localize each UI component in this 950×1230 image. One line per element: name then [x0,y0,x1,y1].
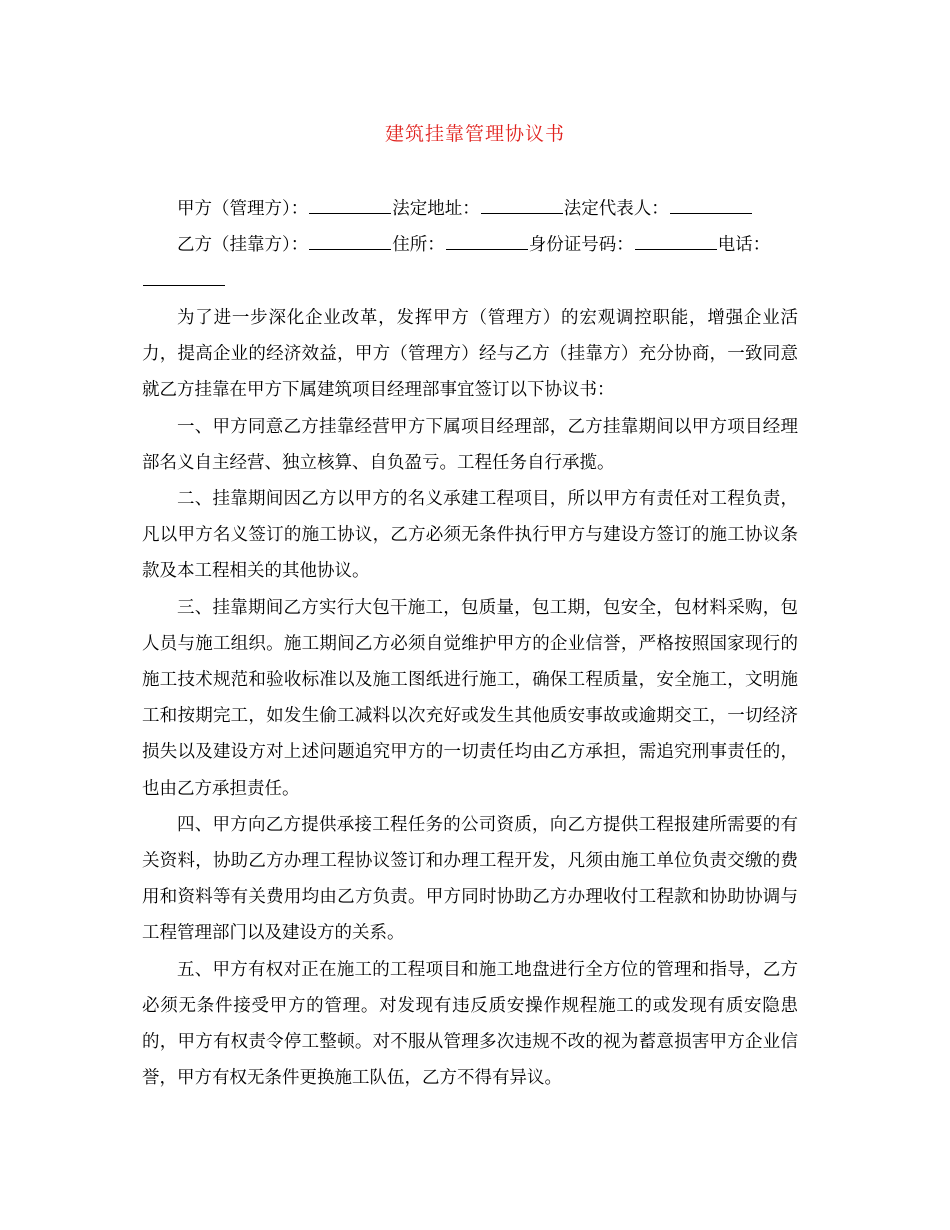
agreement-body [142,300,798,1096]
paragraph-clause-3: 三、挂靠期间乙方实行大包干施工，包质量，包工期，包安全，包材料采购，包人员与施工组织。施工期间乙方必须自觉维护甲方的企业信誉，严格按照国家现行的施工技术规范和验收标准以及施工图纸进行施工，确保工程质量，安全施工，文明施工和按期完工，如发生偷工减料以次充好或发生其他质安事故或逾期交工，一切经济损失以及建设方对上述问题追究甲方的一切责任均由乙方承担，需追究刑事责任的，也由乙方承担责任。 [142,597,798,799]
party-b-phone-label: 电话： [717,235,771,255]
party-b-id-label: 身份证号码： [528,235,634,255]
party-b-residence-blank[interactable] [446,231,528,250]
party-a-line [142,195,837,221]
paragraph-clause-2: 二、挂靠期间因乙方以甲方的名义承建工程项目，所以甲方有责任对工程负责，凡以甲方名义签订的施工协议，乙方必须无条件执行甲方与建设方签订的施工协议条款及本工程相关的其他协议。 [142,489,798,582]
paragraph-clause-1: 一、甲方同意乙方挂靠经营甲方下属项目经理部，乙方挂靠期间以甲方项目经理部名义自主经营、独立核算、自负盈亏。工程任务自行承揽。 [142,416,798,473]
party-a-address-blank[interactable] [481,195,563,214]
document-title: 建筑挂靠管理协议书 [384,123,565,145]
paragraph-clause-5: 五、甲方有权对正在施工的工程项目和施工地盘进行全方位的管理和指导，乙方必须无条件接受甲方的管理。对发现有违反质安操作规程施工的或发现有质安隐患的，甲方有权责令停工整顿。对不服从管理多次违规不改的视为蓄意损害甲方企业信誉，甲方有权无条件更换施工队伍，乙方不得有异议。 [142,959,798,1089]
party-a-label: 甲方（管理方）： [177,199,309,219]
paragraph-clause-4: 四、甲方向乙方提供承接工程任务的公司资质，向乙方提供工程报建所需要的有关资料，协助乙方办理工程协议签订和办理工程开发，凡须由施工单位负责交缴的费用和资料等有关费用均由乙方负责。甲方同时协助乙方办理收付工程款和协助协调与工程管理部门以及建设方的关系。 [142,814,798,944]
party-b-line [142,231,837,257]
paragraph-preamble: 为了进一步深化企业改革，发挥甲方（管理方）的宏观调控职能，增强企业活力，提高企业的经济效益，甲方（管理方）经与乙方（挂靠方）充分协商，一致同意就乙方挂靠在甲方下属建筑项目经理部事宜签订以下协议书： [142,308,798,401]
party-b-residence-label: 住所： [392,235,445,255]
party-b-name-blank[interactable] [309,231,391,250]
party-a-rep-label: 法定代表人： [563,199,669,219]
party-b-phone-blank[interactable] [143,267,225,286]
party-a-name-blank[interactable] [309,195,391,214]
party-a-address-label: 法定地址： [392,199,480,219]
party-b-phone-line [142,267,226,293]
party-b-label: 乙方（挂靠方）： [177,235,309,255]
party-a-rep-blank[interactable] [670,195,752,214]
party-b-id-blank[interactable] [635,231,717,250]
